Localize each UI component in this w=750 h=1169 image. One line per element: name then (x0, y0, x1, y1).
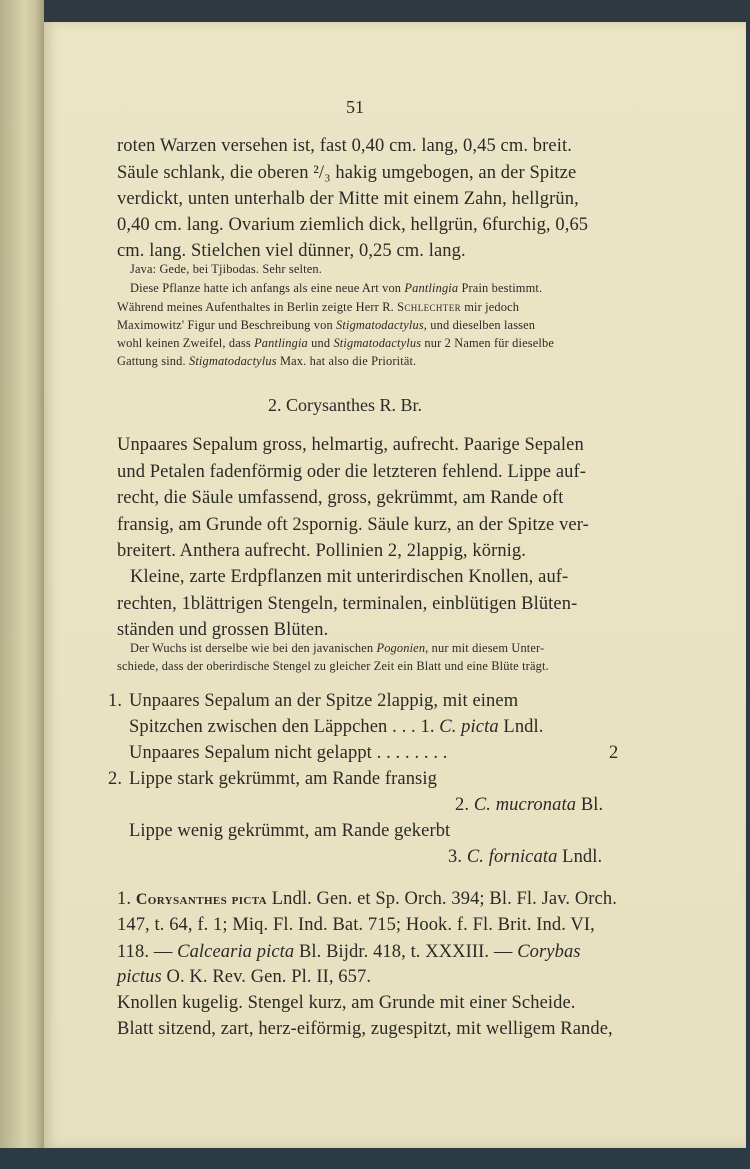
text-line: verdickt, unten unterhalb der Mitte mit einem Zahn, hellgrün, (117, 189, 579, 209)
key-entry: Lippe wenig gekrümmt, am Rande gekerbt (129, 821, 451, 841)
note-line: Diese Pflanze hatte ich anfangs als eine neue Art von Pantlingia Prain bestimmt. (130, 281, 543, 295)
text-line: roten Warzen versehen ist, fast 0,40 cm. lang, 0,45 cm. breit. (117, 136, 572, 156)
book-binding (0, 0, 44, 1169)
note-line: Maximowitz' Figur und Beschreibung von Stigmatodactylus, und dieselben lassen (117, 318, 536, 332)
text-line: Blatt sitzend, zart, herz-eiförmig, zugespitzt, mit welligem Rande, (117, 1019, 613, 1039)
text-line: cm. lang. Stielchen viel dünner, 0,25 cm. lang. (117, 241, 466, 261)
text-line: 0,40 cm. lang. Ovarium ziemlich dick, hellgrün, 6furchig, 0,65 (117, 215, 589, 235)
species-entry: pictus O. K. Rev. Gen. Pl. II, 657. (117, 967, 372, 987)
key-result: 3. C. fornicata Lndl. (448, 847, 603, 867)
text-line: breitert. Anthera aufrecht. Pollinien 2, 2lappig, körnig. (117, 541, 526, 561)
species-entry: 118. — Calcearia picta Bl. Bijdr. 418, t. XXXIII. — Corybas (117, 942, 581, 962)
note-line: Während meines Aufenthaltes in Berlin zeigte Herr R. Schlechter mir jedoch (117, 300, 520, 314)
text-line: fransig, am Grunde oft 2spornig. Säule kurz, an der Spitze ver- (117, 515, 589, 535)
key-entry: Unpaares Sepalum nicht gelappt . . . . . . . . (129, 743, 448, 763)
text-line: recht, die Säule umfassend, gross, gekrümmt, am Rande oft (117, 488, 564, 508)
text-line: Unpaares Sepalum gross, helmartig, aufrecht. Paarige Sepalen (117, 435, 584, 455)
note-line: Der Wuchs ist derselbe wie bei den javanischen Pogonien, nur mit diesem Unter- (130, 641, 545, 655)
key-reference: 2 (609, 743, 619, 763)
note-line: wohl keinen Zweifel, dass Pantlingia und Stigmatodactylus nur 2 Namen für dieselbe (117, 336, 554, 350)
genus-heading: 2. Corysanthes R. Br. (268, 395, 423, 415)
text-line: rechten, 1blättrigen Stengeln, terminalen, einblütigen Blüten- (117, 594, 578, 614)
text-line: Säule schlank, die oberen ²/₃ hakig umgebogen, an der Spitze (117, 163, 577, 183)
note-line: schiede, dass der oberirdische Stengel zu gleicher Zeit ein Blatt und eine Blüte trägt. (117, 659, 549, 673)
species-entry: 1. Corysanthes picta Lndl. Gen. et Sp. Orch. 394; Bl. Fl. Jav. Orch. (117, 889, 617, 909)
page-number: 51 (346, 97, 364, 117)
key-entry: Spitzchen zwischen den Läppchen . . . 1. C. picta Lndl. (129, 717, 544, 737)
scanned-page-view: 51 roten Warzen versehen ist, fast 0,40 cm. lang, 0,45 cm. breit. Säule schlank, die oberen ²/₃ hakig umgebogen, an der Spitze verdickt, unten unterhalb der Mitte mit einem Zahn, hellgrün, 0,40 cm. lang. Ovarium ziemlich dick, hellgrün, 6furchig, 0,65 cm. lang. Stielchen viel dünner, 0,25 cm. lang. Java: Gede, bei Tjibodas. Sehr selten. Diese Pflanze hatte ich anfangs als eine neue Art von Pantlingia Prain bestimmt. Während meines Aufenthaltes in Berlin zeigte Herr R. Schlechter mir jedoch Maximowitz' Figur und Beschreibung von Stigmatodactylus, und dieselben lassen wohl keinen Zweifel, dass Pantlingia und Stigmatodactylus nur 2 Namen für dieselbe Gattung sind. Stigmatodactylus Max. hat also die Priorität. 2. Corysanthes R. Br. Unpaares Sepalum gross, helmartig, aufrecht. Paarige Sepalen und Petalen fadenförmig oder die letzteren fehlend. Lippe auf- recht, die Säule umfassend, gross, gekrümmt, am Rande oft fransig, am Grunde oft 2spornig. Säule kurz, an der Spitze ver- breitert. Anthera aufrecht. Pollinien 2, 2lappig, körnig. Kleine, zarte Erdpflanzen mit unterirdischen Knollen, auf- rechten, 1blättrigen Stengeln, terminalen, einblütigen Blüten- ständen und grossen Blüten. Der Wuchs ist derselbe wie bei den javanischen Pogonien, nur mit diesem Unter- schiede, dass der oberirdische Stengel zu gleicher Zeit ein Blatt und eine Blüte trägt. 1. Unpaares Sepalum an der Spitze 2lappig, mit einem Spitzchen zwischen den Läppchen . . . 1. C. picta Lndl. Unpaares Sepalum nicht gelappt . . . . . . . . 2 2. Lippe stark gekrümmt, am Rande fransig 2. C. mucronata Bl. Lippe wenig gekrümmt, am Rande gekerbt 3. C. fornicata Lndl. 1. Corysanthes picta Lndl. Gen. et Sp. Orch. 394; Bl. Fl. Jav. Orch. 147, t. 64, f. 1; Miq. Fl. Ind. Bat. 715; Hook. f. Fl. Brit. Ind. VI, 118. — Calcearia picta Bl. Bijdr. 418, t. XXXIII. — Corybas pictus O. K. Rev. Gen. Pl. II, 657. Knollen kugelig. Stengel kurz, am Grunde mit einer Scheide. Blatt sitzend, zart, herz-eiförmig, zugespitzt, mit welligem Rande, (0, 0, 750, 1169)
text-line: ständen und grossen Blüten. (117, 620, 329, 640)
note-line: Gattung sind. Stigmatodactylus Max. hat also die Priorität. (117, 354, 417, 368)
text-line: Knollen kugelig. Stengel kurz, am Grunde mit einer Scheide. (117, 993, 576, 1013)
key-result: 2. C. mucronata Bl. (455, 795, 604, 815)
species-entry: 147, t. 64, f. 1; Miq. Fl. Ind. Bat. 715; Hook. f. Fl. Brit. Ind. VI, (117, 915, 595, 935)
locality-line: Java: Gede, bei Tjibodas. Sehr selten. (130, 262, 322, 276)
text-line: und Petalen fadenförmig oder die letzteren fehlend. Lippe auf- (117, 462, 587, 482)
text-line: Kleine, zarte Erdpflanzen mit unterirdischen Knollen, auf- (130, 567, 569, 587)
scan-background (0, 1148, 750, 1169)
